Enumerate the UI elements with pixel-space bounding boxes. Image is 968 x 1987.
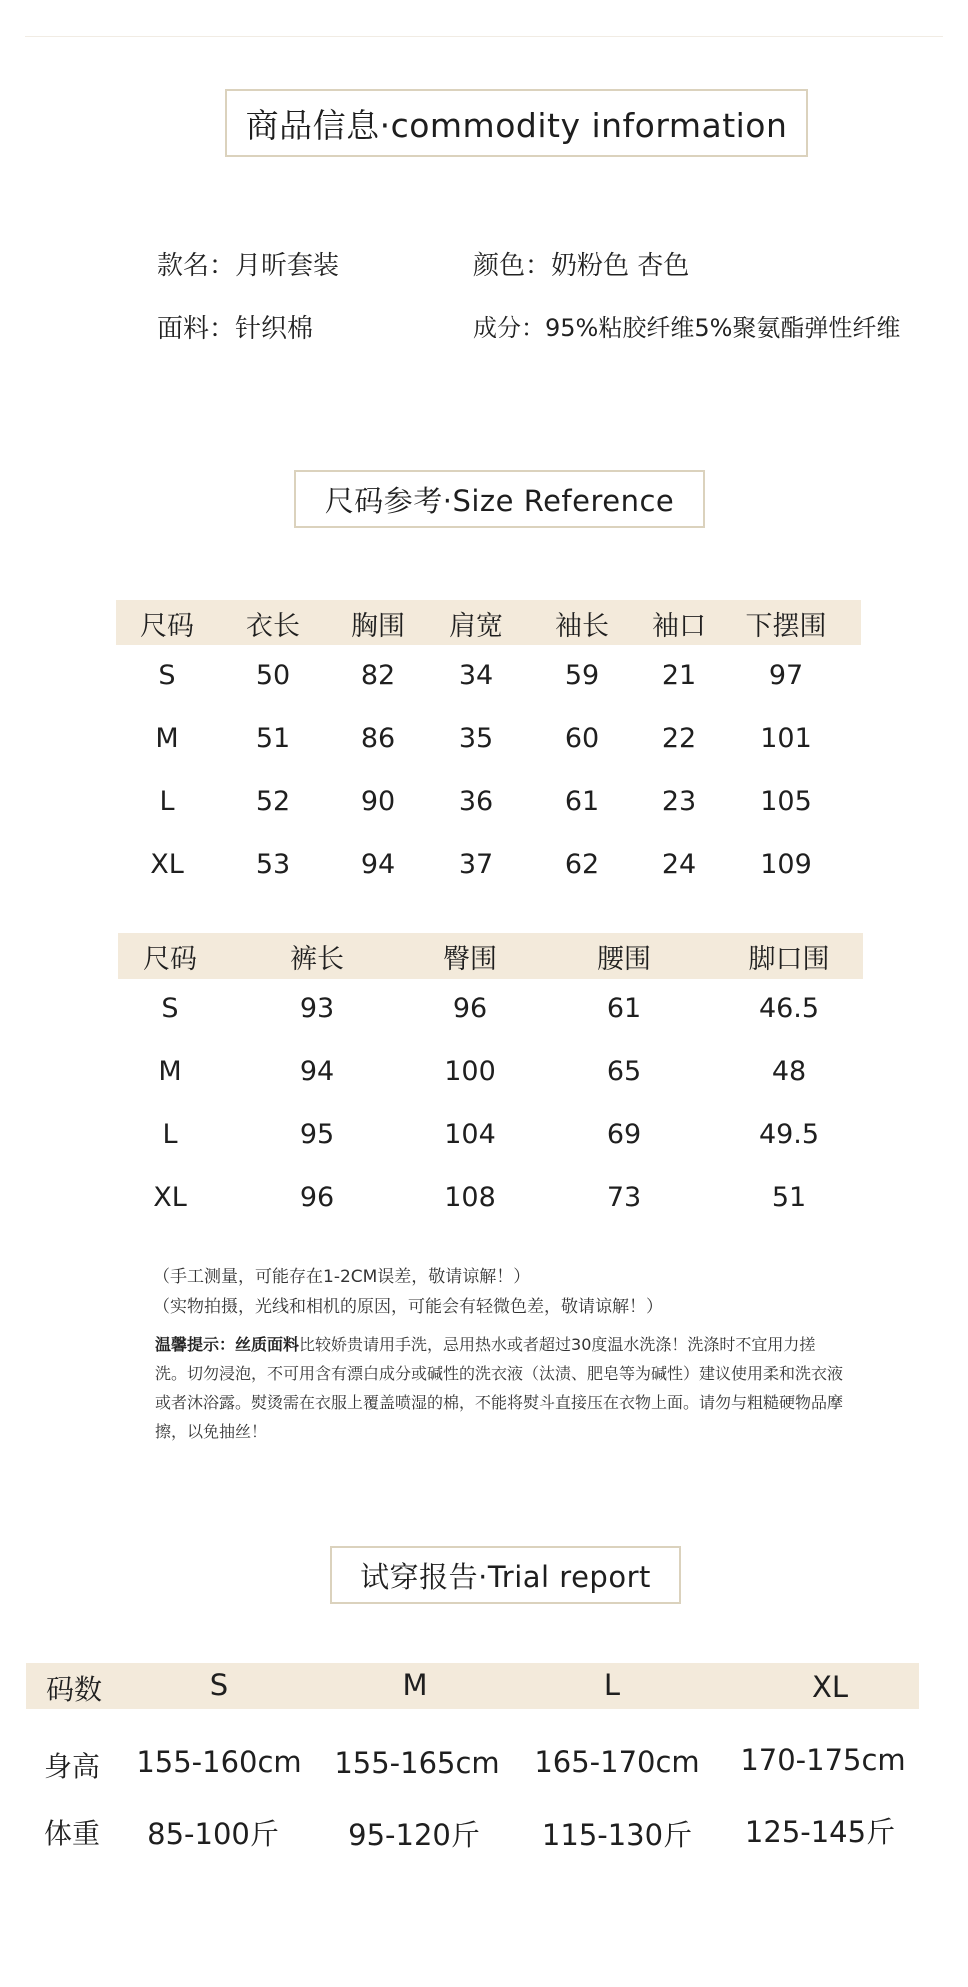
trial-cell: 155-160cm bbox=[136, 1745, 302, 1779]
top-divider bbox=[25, 36, 943, 37]
top-cell: 50 bbox=[255, 660, 291, 691]
top-cell: 59 bbox=[564, 660, 600, 691]
bottom-cell: 94 bbox=[299, 1056, 335, 1087]
bottom-cell: 69 bbox=[606, 1119, 642, 1150]
bottom-cell: 61 bbox=[606, 993, 642, 1024]
care-tips-text: 比较娇贵请用手洗，忌用热水或者超过30度温水洗涤！洗涤时不宜用力搓洗。切勿浸泡，不可用含有漂白成分或碱性的洗衣液（汰渍、肥皂等为碱性）建议使用柔和洗衣液或者沐浴露。熨烫需在衣服上覆盖喷湿的棉，不能将熨斗直接压在衣物上面。请勿与粗糙硬物品摩擦，以免抽丝！ bbox=[155, 1335, 844, 1441]
trial-header-band bbox=[26, 1663, 919, 1709]
bottom-cell: 100 bbox=[444, 1056, 496, 1087]
care-tips-emphasis: 丝质面料 bbox=[235, 1335, 300, 1354]
bottom-header-cell: 尺码 bbox=[143, 944, 197, 975]
composition-info: 成分：95%粘胶纤维5%聚氨酯弹性纤维 bbox=[473, 314, 901, 342]
top-header-cell: 衣长 bbox=[246, 611, 300, 642]
bottom-cell: 96 bbox=[299, 1182, 335, 1213]
top-cell: 109 bbox=[760, 849, 812, 880]
bottom-cell: XL bbox=[153, 1182, 187, 1213]
care-tips bbox=[155, 1330, 845, 1446]
trial-cell: 115-130斤 bbox=[541, 1818, 693, 1852]
top-header-cell: 袖口 bbox=[652, 611, 706, 642]
bottom-cell: 73 bbox=[606, 1182, 642, 1213]
bottom-cell: 96 bbox=[452, 993, 488, 1024]
top-cell: 105 bbox=[760, 786, 812, 817]
trial-header-cell: L bbox=[603, 1668, 621, 1702]
top-cell: 90 bbox=[360, 786, 396, 817]
trial-header-cell: 码数 bbox=[46, 1673, 103, 1706]
trial-cell: 165-170cm bbox=[534, 1745, 700, 1779]
top-cell: 35 bbox=[458, 723, 494, 754]
size-reference-title: 尺码参考·Size Reference bbox=[294, 470, 705, 528]
top-cell: 34 bbox=[458, 660, 494, 691]
trial-cell: 170-175cm bbox=[740, 1743, 906, 1777]
trial-header-cell: S bbox=[209, 1668, 229, 1702]
top-cell: XL bbox=[150, 849, 184, 880]
bottom-cell: 108 bbox=[444, 1182, 496, 1213]
measurement-note: （手工测量，可能存在1-2CM误差，敬请谅解！） bbox=[153, 1267, 531, 1287]
top-cell: 94 bbox=[360, 849, 396, 880]
top-header-cell: 尺码 bbox=[140, 611, 194, 642]
bottom-cell: 48 bbox=[771, 1056, 807, 1087]
care-tips-label: 温馨提示： bbox=[155, 1335, 236, 1354]
trial-cell: 155-165cm bbox=[334, 1746, 500, 1780]
top-cell: 51 bbox=[255, 723, 291, 754]
top-cell: M bbox=[155, 723, 179, 754]
bottom-cell: 93 bbox=[299, 993, 335, 1024]
top-cell: 53 bbox=[255, 849, 291, 880]
trial-row-label: 身高 bbox=[44, 1750, 101, 1783]
bottom-cell: 65 bbox=[606, 1056, 642, 1087]
trial-cell: 85-100斤 bbox=[147, 1817, 279, 1851]
bottom-header-cell: 臀围 bbox=[443, 944, 497, 975]
fabric-info: 面料：针织棉 bbox=[157, 314, 314, 344]
bottom-cell: 51 bbox=[771, 1182, 807, 1213]
top-cell: 21 bbox=[661, 660, 697, 691]
trial-header-cell: XL bbox=[811, 1670, 849, 1704]
top-header-cell: 下摆围 bbox=[745, 611, 827, 642]
trial-cell: 95-120斤 bbox=[348, 1818, 480, 1852]
bottom-header-cell: 裤长 bbox=[290, 944, 344, 975]
trial-header-cell: M bbox=[402, 1668, 428, 1702]
color-note: （实物拍摄，光线和相机的原因，可能会有轻微色差，敬请谅解！） bbox=[153, 1297, 663, 1317]
top-cell: 36 bbox=[458, 786, 494, 817]
top-cell: 60 bbox=[564, 723, 600, 754]
trial-row-label: 体重 bbox=[44, 1817, 101, 1850]
top-cell: 52 bbox=[255, 786, 291, 817]
top-cell: 24 bbox=[661, 849, 697, 880]
top-cell: 23 bbox=[661, 786, 697, 817]
top-cell: L bbox=[159, 786, 175, 817]
top-header-cell: 肩宽 bbox=[449, 611, 503, 642]
bottom-cell: 95 bbox=[299, 1119, 335, 1150]
trial-report-title: 试穿报告·Trial report bbox=[330, 1546, 681, 1604]
bottom-cell: S bbox=[161, 993, 179, 1024]
bottom-cell: M bbox=[158, 1056, 182, 1087]
top-cell: 82 bbox=[360, 660, 396, 691]
bottom-cell: 104 bbox=[444, 1119, 496, 1150]
bottom-cell: L bbox=[162, 1119, 178, 1150]
color-info: 颜色：奶粉色 杏色 bbox=[473, 251, 690, 281]
top-cell: 61 bbox=[564, 786, 600, 817]
top-cell: 37 bbox=[458, 849, 494, 880]
top-header-cell: 袖长 bbox=[555, 611, 609, 642]
top-cell: 101 bbox=[760, 723, 812, 754]
style-name: 款名：月昕套装 bbox=[157, 251, 340, 281]
top-cell: 97 bbox=[768, 660, 804, 691]
top-header-cell: 胸围 bbox=[351, 611, 405, 642]
top-cell: S bbox=[158, 660, 176, 691]
bottom-cell: 46.5 bbox=[758, 993, 820, 1024]
top-cell: 62 bbox=[564, 849, 600, 880]
bottom-cell: 49.5 bbox=[758, 1119, 820, 1150]
top-cell: 86 bbox=[360, 723, 396, 754]
bottom-header-cell: 脚口围 bbox=[748, 944, 830, 975]
commodity-title: 商品信息·commodity information bbox=[225, 89, 808, 157]
bottom-header-cell: 腰围 bbox=[597, 944, 651, 975]
top-cell: 22 bbox=[661, 723, 697, 754]
trial-cell: 125-145斤 bbox=[744, 1815, 896, 1849]
